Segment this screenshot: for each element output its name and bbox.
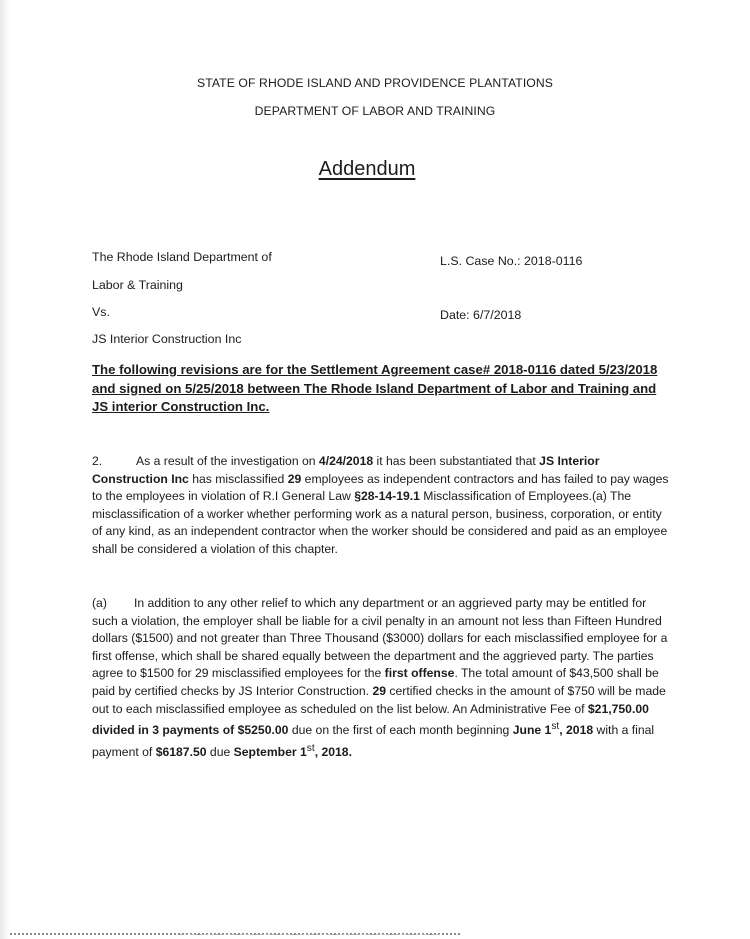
scan-footer-artifact-faint: [180, 934, 440, 935]
party1-line1: The Rhode Island Department of: [92, 250, 272, 264]
document-title: Addendum: [318, 158, 416, 180]
section-a-paragraph: (a) In addition to any other relief to which any department or an aggrieved party may be entitled for such a violation, the employer shall be liable for a civil penalty in an amount not less than Fifteen Hundred dollars ($1500) and not greater than Three Thousand ($3000) dollars for each misclassified employee for a first offense, which shall be shared equally between the department and the aggrieved party. The parties agree to $1500 for 29 misclassified employees for the first offense. The total amount of $43,500 shall be paid by certified checks by JS Interior Construction. 29 certified checks in the amount of $750 will be made out to each misclassified employee as scheduled on the list below. An Administrative Fee of $21,750.00 divided in 3 payments of $5250.00 due on the first of each month beginning June 1st, 2018 with a final payment of $6187.50 due September 1st, 2018.: [92, 596, 668, 759]
versus-label: Vs.: [92, 305, 110, 319]
scan-edge-shadow: [0, 0, 10, 939]
document-date: Date: 6/7/2018: [440, 308, 522, 322]
state-header: STATE OF RHODE ISLAND AND PROVIDENCE PLANTATIONS: [196, 76, 554, 90]
party1-line2: Labor & Training: [92, 278, 183, 292]
section-a-label: (a): [92, 596, 107, 610]
section-2-number: 2.: [92, 454, 103, 468]
section-2-paragraph: 2. As a result of the investigation on 4/24/2018 it has been substantiated that JS Interior Construction Inc has misclassified 29 employees as independent contractors and has failed to pay wages to the employees in violation of R.I General Law §28-14-19.1 Misclassification of Employees.(a) The misclassification of a worker whether performing work as a natural person, business, corporation, or entity of any kind, as an independent contractor when the worker should be considered and paid as an employee shall be considered a violation of this chapter.: [92, 454, 669, 556]
case-number: L.S. Case No.: 2018-0116: [440, 254, 583, 268]
department-header: DEPARTMENT OF LABOR AND TRAINING: [254, 104, 496, 118]
party2-name: JS Interior Construction Inc: [92, 332, 242, 346]
revision-statement: The following revisions are for the Settlement Agreement case# 2018-0116 dated 5/23/2018 and signed on 5/25/2018 between The Rhode Island Department of Labor and Training and JS interior Construction Inc.: [92, 362, 658, 414]
